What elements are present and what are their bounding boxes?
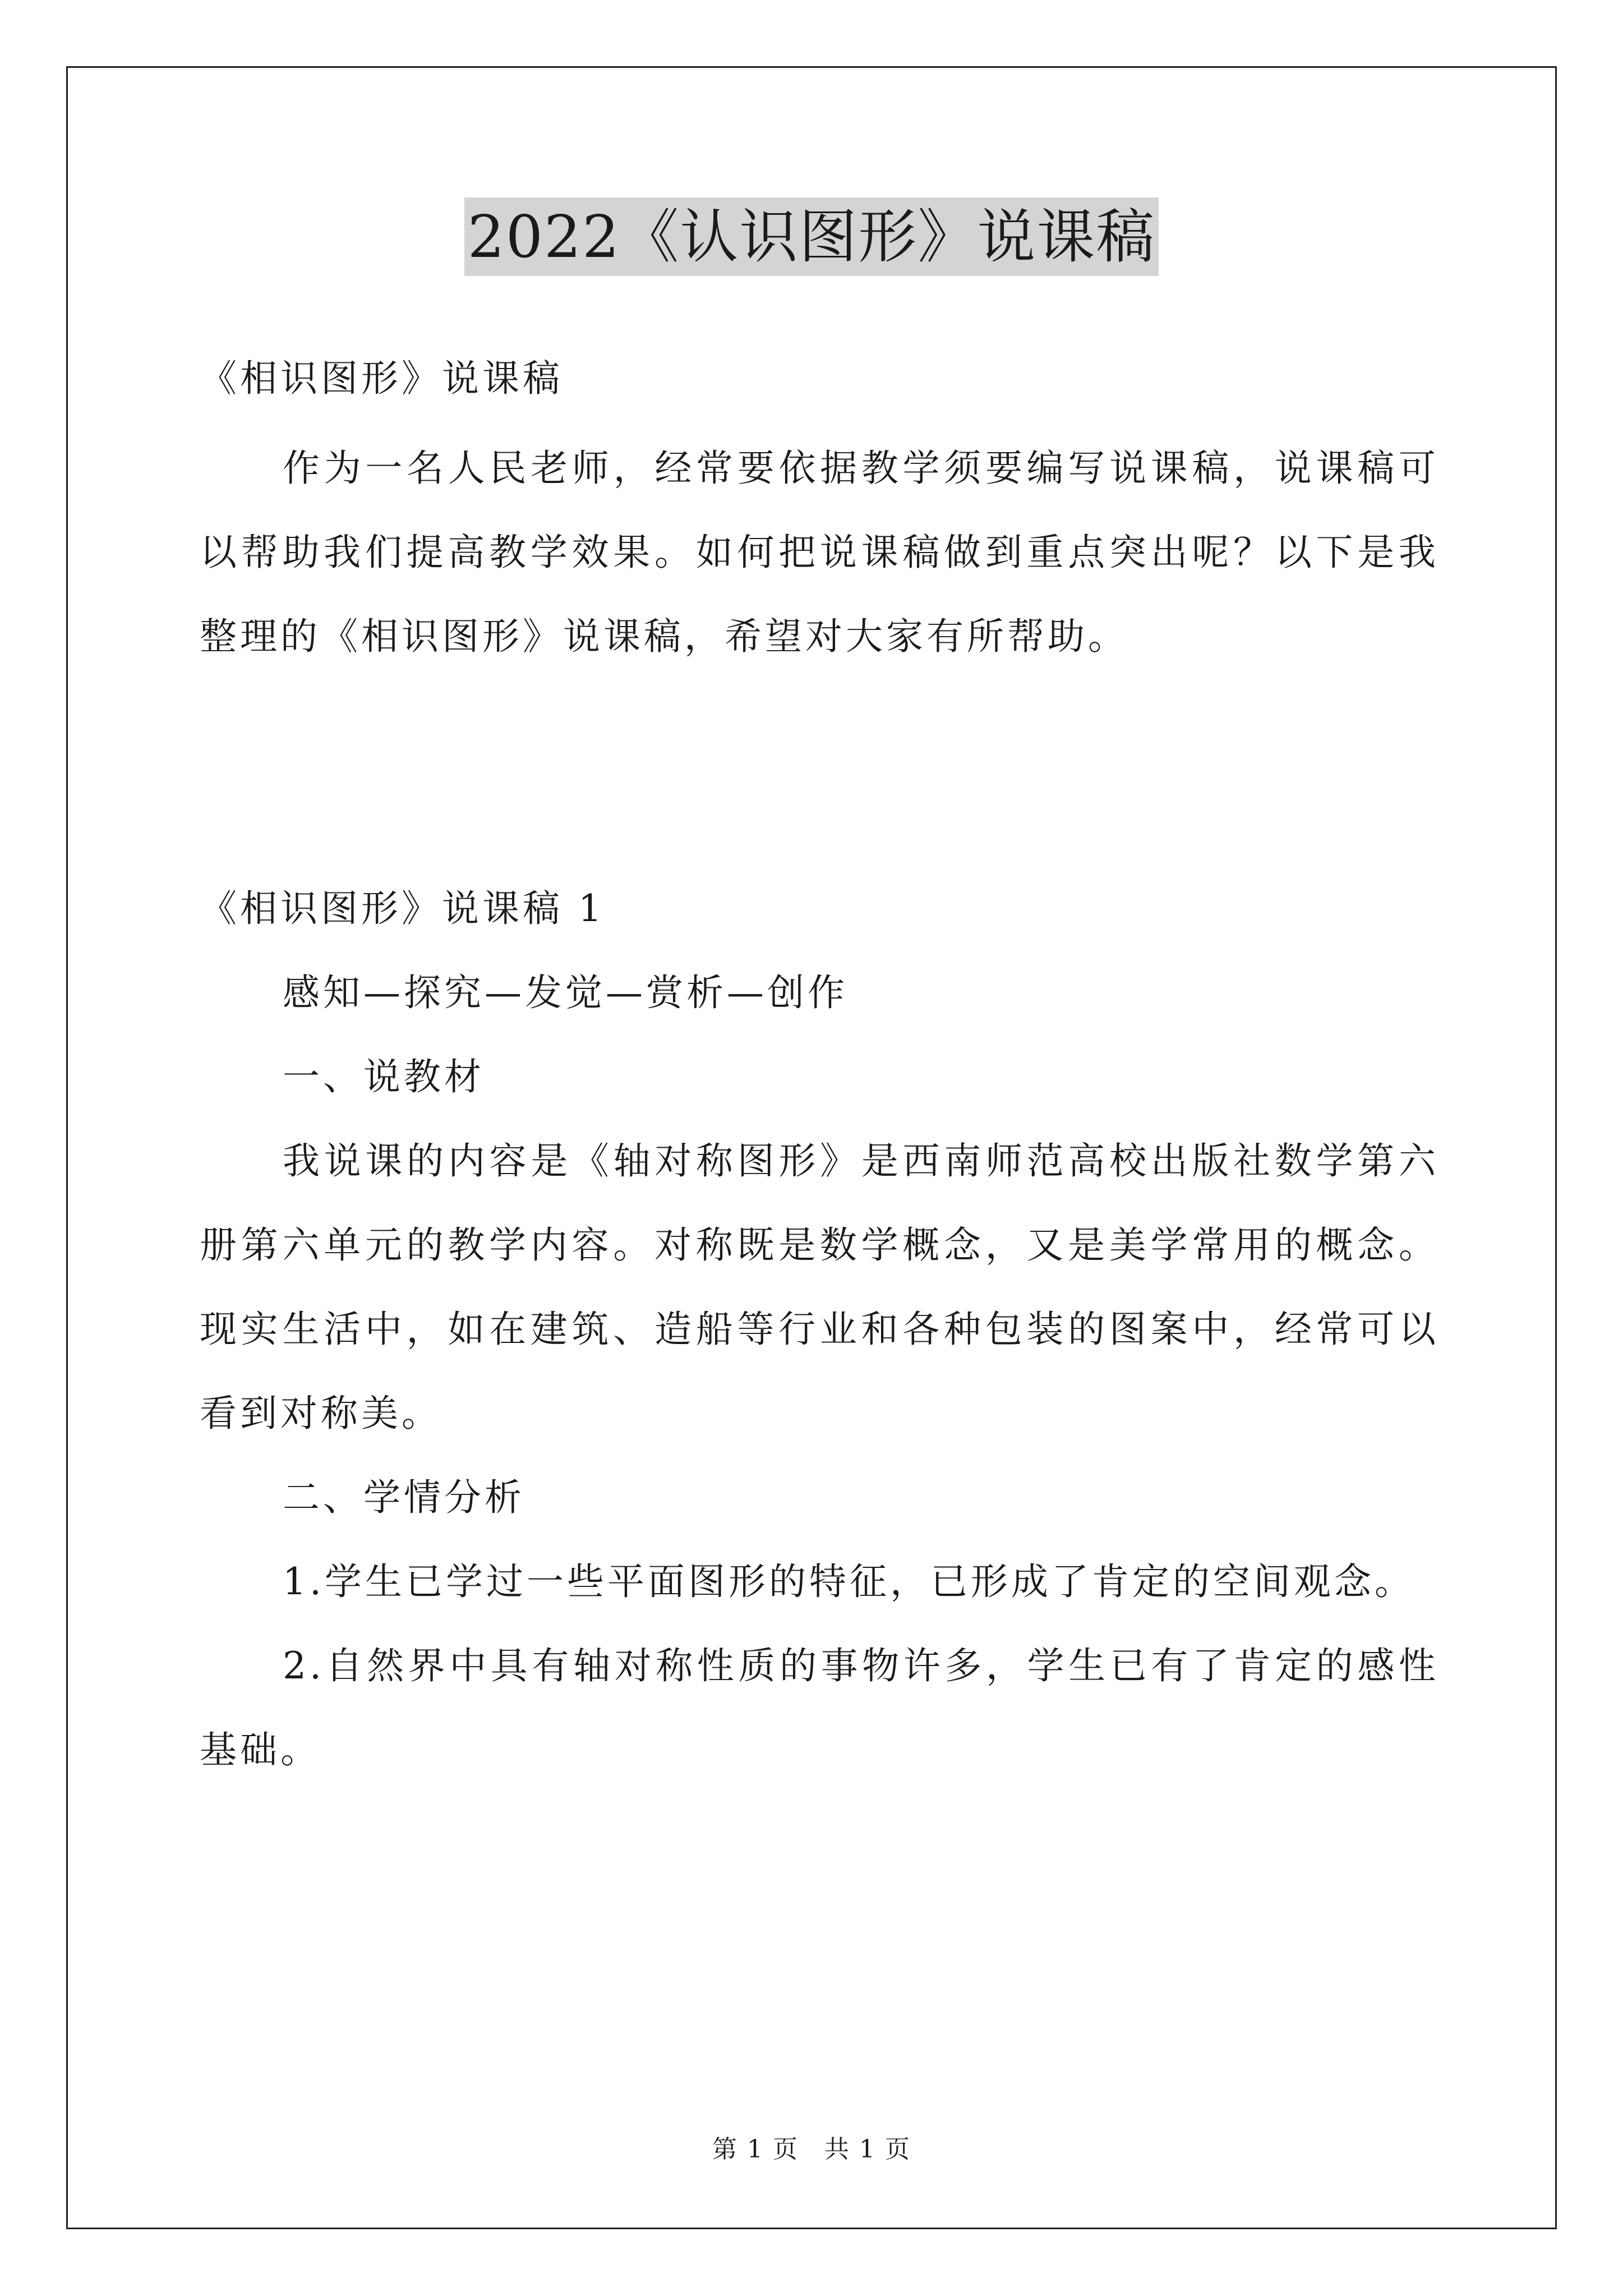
paragraph-line: 册第六单元的教学内容。对称既是数学概念，又是美学常用的概念。 xyxy=(200,1223,1439,1267)
paragraph-line: 整理的《相识图形》说课稿，希望对大家有所帮助。 xyxy=(200,615,1128,658)
paragraph-line: 看到对称美。 xyxy=(200,1392,442,1435)
paragraph-line: 我说课的内容是《轴对称图形》是西南师范高校出版社数学第六 xyxy=(283,1139,1439,1182)
page-footer: 第 1 页 共 1 页 xyxy=(712,2135,911,2164)
title-container xyxy=(0,197,1623,276)
document-title: 2022《认识图形》说课稿 xyxy=(464,197,1159,276)
paragraph-line: 2.自然界中具有轴对称性质的事物许多，学生已有了肯定的感性 xyxy=(283,1644,1439,1687)
paragraph-line: 作为一名人民老师，经常要依据教学须要编写说课稿，说课稿可 xyxy=(283,447,1439,490)
paragraph-line: 基础。 xyxy=(200,1728,321,1772)
section-heading: 《相识图形》说课稿 xyxy=(200,357,563,400)
section-heading: 《相识图形》说课稿 1 xyxy=(200,887,605,930)
subheading: 一、说教材 xyxy=(283,1055,485,1098)
paragraph-line: 以帮助我们提高教学效果。如何把说课稿做到重点突出呢？以下是我 xyxy=(200,531,1439,574)
paragraph-line: 1.学生已学过一些平面图形的特征，已形成了肯定的空间观念。 xyxy=(283,1560,1415,1603)
paragraph-line: 现实生活中，如在建筑、造船等行业和各种包装的图案中，经常可以 xyxy=(200,1308,1439,1351)
paragraph-line: 感知—探究—发觉—赏析—创作 xyxy=(283,971,848,1014)
subheading: 二、学情分析 xyxy=(283,1476,525,1519)
